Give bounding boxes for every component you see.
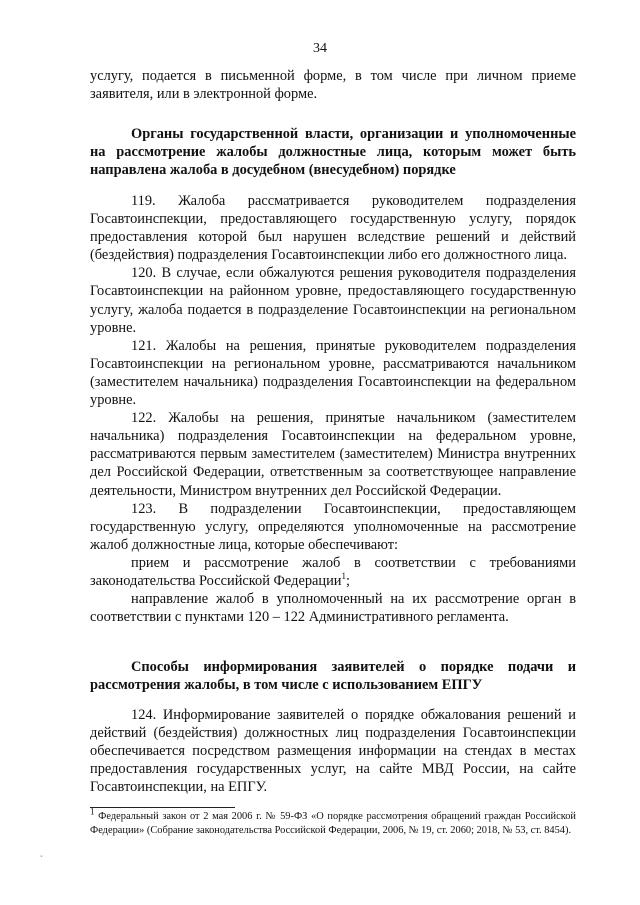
scan-artifact-mark: ˘	[40, 854, 43, 864]
list-item-reception	[90, 554, 576, 590]
paragraph-123: 123. В подразделении Госавтоинспекции, предоставляющем государственную услугу, определяются уполномоченные на рассмотрение жалоб должностные лица, которые обеспечивают:	[90, 500, 576, 553]
list-item-reception-text: прием и рассмотрение жалоб в соответствии с требованиями законодательства Российской Федерации	[90, 554, 576, 589]
paragraph-120: 120. В случае, если обжалуются решения руководителя подразделения Госавтоинспекции на районном уровне, предоставляющего государственную услугу, жалоба подается в подразделение Госавтоинспекции на региональном уровне.	[90, 265, 576, 336]
intro-paragraph: услугу, подается в письменной форме, в том числе при личном приеме заявителя, или в электронной форме.	[90, 68, 576, 103]
section-heading-1-block	[90, 125, 576, 179]
paragraph-124: 124. Информирование заявителей о порядке обжалования решений и действий (бездействия) должностных лиц подразделения Госавтоинспекции обеспечивается посредством размещения информации на стендах в местах предоставления государственных услуг, на сайте МВД России, на сайте Госавтоинспекции, на ЕПГУ.	[90, 707, 576, 796]
footnote-marker: 1	[90, 806, 95, 817]
paragraph-119: 119. Жалоба рассматривается руководителем подразделения Госавтоинспекции, предоставляющего государственную услугу, порядок предоставления которой был нарушен вследствие решений и действий (бездействия) подразделения Госавтоинспекции либо его должностного лица.	[90, 193, 576, 264]
footnote-text: Федеральный закон от 2 мая 2006 г. № 59-ФЗ «О порядке рассмотрения обращений граждан Российской Федерации» (Собрание законодательства Российской Федерации, 2006, № 19, ст. 2060; 2018, № 53, ст. 8454).	[90, 811, 576, 836]
page-number: 34	[313, 41, 327, 56]
footnote-1	[90, 806, 576, 837]
paragraph-122: 122. Жалобы на решения, принятые начальником (заместителем начальника) подразделения Госавтоинспекции на федеральном уровне, рассматриваются первым заместителем (заместителем) Министра внутренних дел Российской Федерации, ответственным за соответствующее направление деятельности, Министром внутренних дел Российской Федерации.	[90, 410, 576, 499]
footnote-reference[interactable]: 1	[341, 571, 347, 582]
section-heading-informing-methods: Способы информирования заявителей о порядке подачи и рассмотрения жалобы, в том числе с использованием ЕПГУ	[90, 659, 576, 694]
section-heading-complaint-bodies: Органы государственной власти, организации и уполномоченные на рассмотрение жалобы должностные лица, которым может быть направлена жалоба в досудебном (внесудебном) порядке	[90, 126, 576, 179]
list-item-reception-suffix: ;	[346, 572, 351, 589]
paragraph-121: 121. Жалобы на решения, принятые руководителем подразделения Госавтоинспекции на региональном уровне, рассматриваются начальником (заместителем начальника) подразделения Госавтоинспекции на федеральном уровне.	[90, 337, 576, 409]
paragraph-124-block	[90, 706, 576, 796]
paragraphs-119-123	[90, 192, 576, 626]
intro-block	[90, 67, 576, 103]
footnote-divider	[90, 807, 235, 808]
list-item-forwarding: направление жалоб в уполномоченный на их рассмотрение орган в соответствии с пунктами 120 – 122 Административного регламента.	[90, 591, 576, 626]
section-heading-2-block	[90, 658, 576, 694]
